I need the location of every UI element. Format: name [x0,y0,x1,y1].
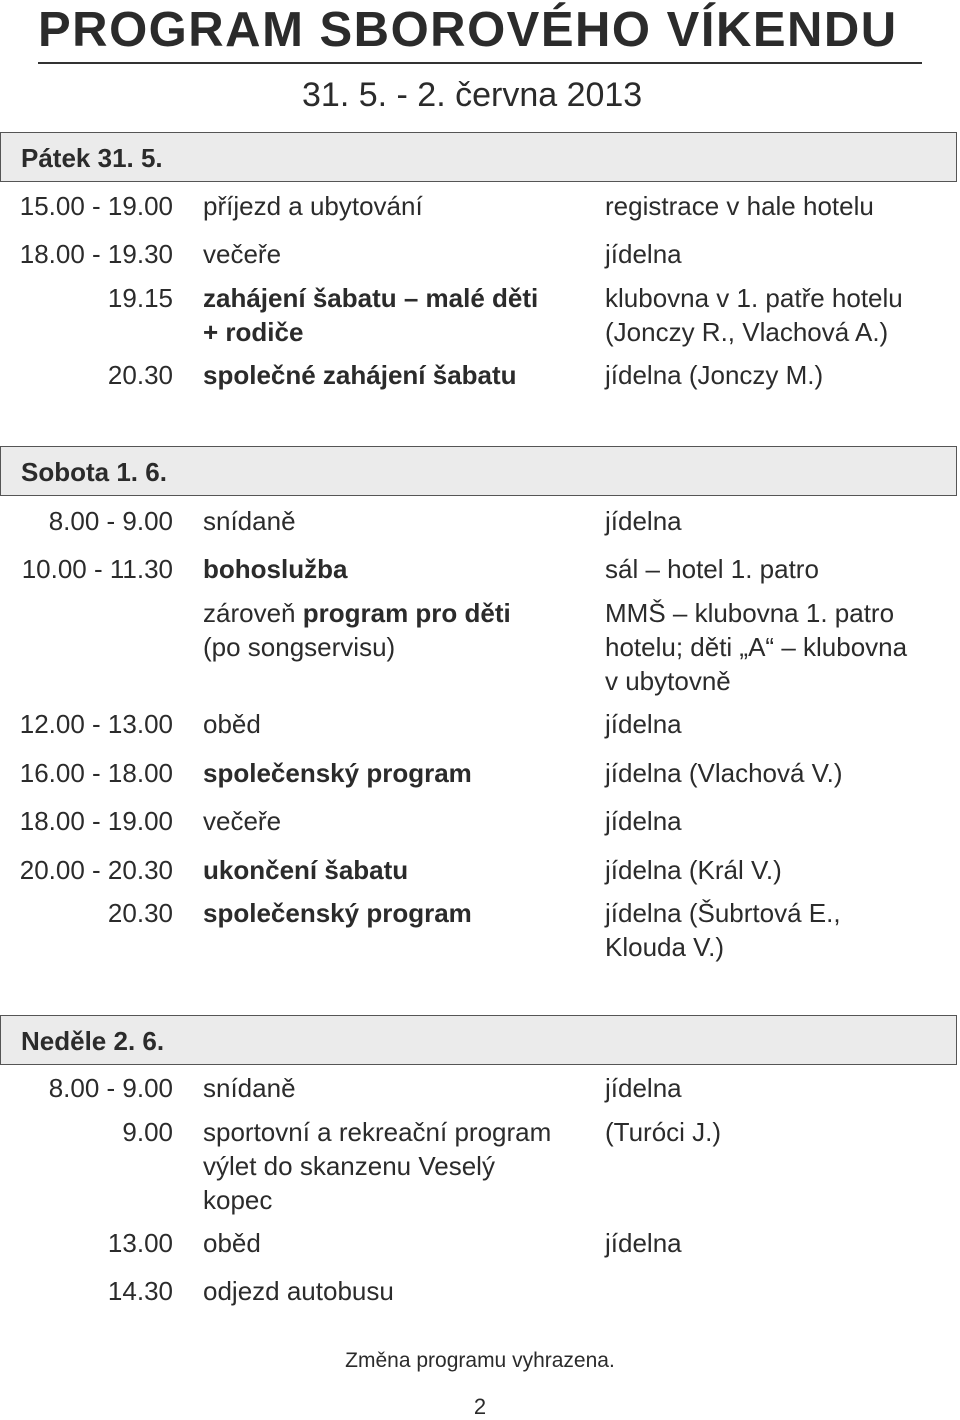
place-line: klubovna v 1. patře hotelu [605,283,903,313]
place: jídelna [605,709,682,739]
time: 18.00 - 19.30 [19,239,173,269]
place [605,896,955,964]
place-line: v ubytovně [605,666,731,696]
activity: oběd [203,1228,261,1258]
activity: odjezd autobusu [203,1276,394,1306]
place-line: Klouda V.) [605,932,725,962]
time: 14.30 [107,1276,173,1306]
day-heading: Sobota 1. 6. [21,457,167,487]
time: 13.00 [107,1228,173,1258]
day-header-friday [0,132,957,182]
place: jídelna [605,506,682,536]
place: (Turóci J.) [605,1117,722,1147]
footer-note: Změna programu vyhrazena. [345,1349,615,1372]
activity-prefix: zároveň [203,598,303,628]
activity-line [203,596,598,630]
time: 20.30 [107,898,173,928]
day-heading: Pátek 31. 5. [21,143,163,173]
place: jídelna (Král V.) [605,855,782,885]
activity-highlight: program pro děti [302,598,511,628]
activity: ukončení šabatu [203,855,409,885]
place-line: hotelu; děti „A“ – klubovna [605,632,908,662]
activity-line: zahájení šabatu – malé děti [203,283,539,313]
activity-line: (po songservisu) [203,632,396,662]
time: 8.00 - 9.00 [48,1073,173,1103]
day-header-saturday [0,446,957,496]
title-divider [38,62,922,64]
time: 10.00 - 11.30 [21,554,173,584]
activity [203,596,598,664]
time: 9.00 [122,1117,173,1147]
activity [203,281,598,349]
time: 20.30 [107,360,173,390]
place: registrace v hale hotelu [605,191,874,221]
activity: večeře [203,239,282,269]
place-line: jídelna (Šubrtová E., [605,898,841,928]
activity: společenský program [203,898,472,928]
time: 18.00 - 19.00 [19,806,173,836]
activity-line: kopec [203,1185,273,1215]
activity [203,1115,598,1217]
place-line: (Jonczy R., Vlachová A.) [605,317,889,347]
activity-line: výlet do skanzenu Veselý [203,1151,495,1181]
time: 8.00 - 9.00 [48,506,173,536]
place [605,596,955,698]
activity: společné zahájení šabatu [203,360,517,390]
activity: příjezd a ubytování [203,191,423,221]
date-range: 31. 5. - 2. června 2013 [302,76,643,114]
time: 19.15 [107,283,173,313]
time: 12.00 - 13.00 [19,709,173,739]
activity: společenský program [203,758,472,788]
place: sál – hotel 1. patro [605,554,819,584]
place: jídelna [605,806,682,836]
place: jídelna [605,1228,682,1258]
page-title: PROGRAM SBOROVÉHO VÍKENDU [38,3,898,57]
activity: snídaně [203,1073,296,1103]
day-header-sunday [0,1015,957,1065]
time: 20.00 - 20.30 [19,855,173,885]
time: 16.00 - 18.00 [19,758,173,788]
page-number: 2 [473,1394,487,1419]
place: jídelna [605,239,682,269]
activity: snídaně [203,506,296,536]
time: 15.00 - 19.00 [19,191,173,221]
place-line: MMŠ – klubovna 1. patro [605,598,895,628]
place [605,281,955,349]
place: jídelna (Jonczy M.) [605,360,824,390]
activity: oběd [203,709,261,739]
place: jídelna (Vlachová V.) [605,758,843,788]
activity-line: sportovní a rekreační program [203,1117,552,1147]
day-heading: Neděle 2. 6. [21,1026,165,1056]
activity: večeře [203,806,282,836]
activity-line: + rodiče [203,317,304,347]
activity: bohoslužba [203,554,348,584]
place: jídelna [605,1073,682,1103]
